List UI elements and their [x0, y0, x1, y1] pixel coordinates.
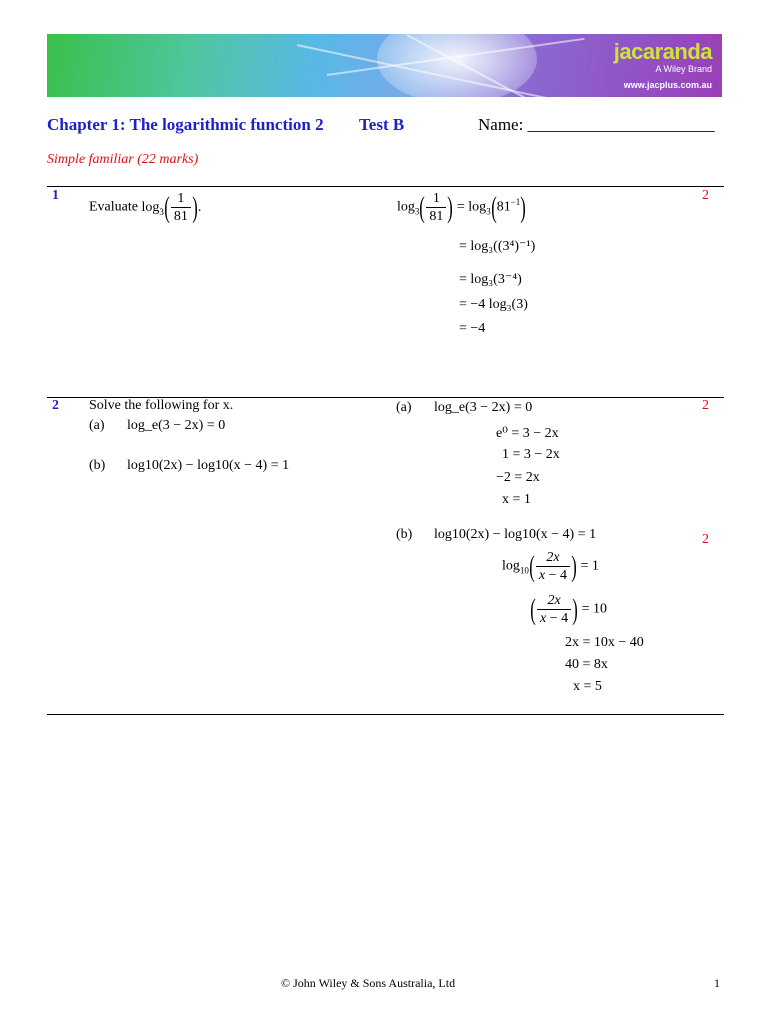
solution-line: ( $\frac{2x}{x - 4}$ ) = 10 — [530, 592, 608, 626]
marks: 2 — [702, 532, 709, 547]
logo-tagline: A Wiley Brand — [655, 64, 712, 74]
name-field[interactable]: Name: ______________________ — [478, 115, 715, 134]
solution-line: x = 5 — [573, 679, 602, 694]
divider — [47, 714, 724, 715]
solution-line: x = 1 — [502, 492, 531, 507]
solution-line: = log₃(3⁻⁴) — [459, 272, 522, 287]
test-label: Test B — [359, 115, 405, 134]
marks: 2 — [702, 398, 709, 413]
part-label: (b) — [396, 527, 413, 542]
solution-line: e⁰ = 3 − 2x — [496, 426, 559, 441]
page-number: 1 — [714, 976, 720, 990]
jacaranda-logo[interactable] — [614, 40, 712, 90]
solution-line: log10(2x) − log10(x − 4) = 1 — [434, 527, 597, 542]
solution-line: log_e(3 − 2x) = 0 — [434, 400, 533, 415]
part-label: (b) — [89, 458, 106, 473]
part-equation: log10(2x) − log10(x − 4) = 1 — [127, 458, 290, 473]
logo-text: jacaranda — [613, 39, 712, 64]
solution-line: $\log_{10}$( $\frac{2x}{x - 4}$ ) = 1 — [502, 549, 599, 583]
question-prompt: Solve the following for x. — [89, 398, 234, 413]
solution-line: = −4 — [459, 321, 486, 336]
section-heading: Simple familiar (22 marks) — [47, 152, 199, 167]
question-number: 2 — [52, 398, 59, 413]
solution-line: = −4 log₃(3) — [459, 297, 528, 312]
chapter-title: Chapter 1: The logarithmic function 2 — [47, 115, 324, 134]
question-number: 1 — [52, 188, 59, 203]
part-label: (a) — [89, 418, 105, 433]
part-equation: log_e(3 − 2x) = 0 — [127, 418, 226, 433]
solution-line: = log₃((3⁴)⁻¹) — [459, 239, 536, 254]
solution-line: −2 = 2x — [496, 470, 540, 485]
header-banner — [47, 34, 722, 97]
solution-line: $\log_3$( $\frac{1}{81}$ ) = $\log_3(81^{-1})$ — [397, 190, 527, 224]
marks: 2 — [702, 188, 709, 203]
question-prompt: Evaluate $\log_3$( $\frac{1}{81}$ ). — [89, 190, 202, 224]
solution-line: 1 = 3 − 2x — [502, 447, 560, 462]
solution-line: 2x = 10x − 40 — [565, 635, 644, 650]
copyright: © John Wiley & Sons Australia, Ltd — [281, 976, 456, 990]
website-link[interactable]: www.jacplus.com.au — [623, 80, 712, 90]
part-label: (a) — [396, 400, 412, 415]
solution-line: 40 = 8x — [565, 657, 608, 672]
divider — [47, 186, 724, 187]
prompt-text: Evaluate — [89, 199, 138, 215]
